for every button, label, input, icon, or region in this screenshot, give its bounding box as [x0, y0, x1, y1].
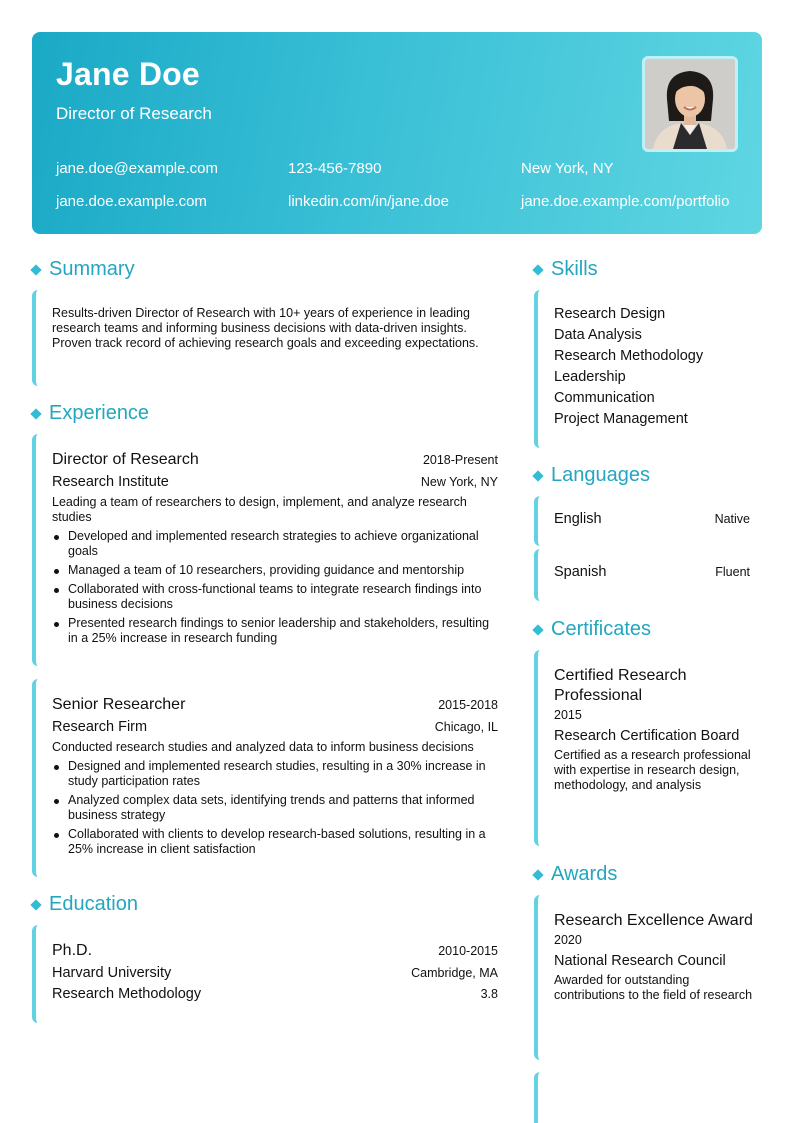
education-school: Harvard University — [52, 965, 172, 981]
summary-text: Results-driven Director of Research with 10+ years of experience in leading research teams and informing business decisions with data-driven insights. Proven track record of achieving research goals and exceeding expectations. — [52, 306, 479, 350]
job-role: Senior Researcher — [52, 696, 186, 713]
skill-item: Research Design — [554, 306, 666, 322]
diamond-icon — [532, 869, 543, 880]
job-role: Director of Research — [52, 451, 199, 468]
list-item: Designed and implemented research studies, resulting in a 30% increase in study participation rates — [52, 759, 498, 789]
award-item — [534, 895, 762, 1060]
certificate-issuer: Research Certification Board — [554, 728, 740, 744]
certificates-heading-text: Certificates — [551, 618, 652, 640]
experience-item — [32, 679, 502, 877]
skill-item: Communication — [554, 390, 655, 406]
contact-phone[interactable]: 123-456-7890 — [288, 160, 382, 177]
skills-heading — [534, 258, 598, 281]
list-item: Analyzed complex data sets, identifying trends and patterns that informed business strategy — [52, 793, 498, 823]
language-name: Spanish — [554, 564, 607, 580]
certificates-heading — [534, 618, 651, 641]
list-item: Developed and implemented research strategies to achieve organizational goals — [52, 529, 498, 559]
job-company: Research Institute — [52, 474, 169, 490]
award-description: Awarded for outstanding contributions to the field of research — [554, 973, 753, 1002]
job-location: New York, NY — [420, 475, 498, 489]
person-portrait-icon — [645, 59, 735, 149]
summary-block — [32, 290, 502, 386]
list-item: Managed a team of 10 researchers, providing guidance and mentorship — [52, 563, 498, 578]
summary-heading — [32, 258, 135, 281]
language-level: Fluent — [715, 565, 750, 579]
skill-item: Data Analysis — [554, 327, 642, 343]
education-item — [32, 925, 502, 1023]
award-issuer: National Research Council — [554, 953, 726, 969]
list-item: Presented research findings to senior leadership and stakeholders, resulting in a 25% increase in research funding — [52, 616, 498, 646]
education-degree: Ph.D. — [52, 942, 93, 959]
language-item — [534, 496, 762, 546]
certificate-year: 2015 — [554, 708, 582, 722]
award-year: 2020 — [554, 933, 582, 947]
diamond-icon — [30, 408, 41, 419]
candidate-title: Director of Research — [56, 104, 212, 123]
language-name: English — [554, 511, 602, 527]
experience-item — [32, 434, 502, 666]
language-level: Native — [714, 512, 750, 526]
education-dates: 2010-2015 — [438, 944, 498, 958]
skills-heading-text: Skills — [551, 258, 598, 280]
job-company: Research Firm — [52, 719, 148, 735]
diamond-icon — [532, 470, 543, 481]
skill-item: Research Methodology — [554, 348, 704, 364]
job-description: Leading a team of researchers to design, implement, and analyze research studies — [52, 495, 467, 524]
job-achievements — [52, 529, 498, 650]
certificate-title: Certified Research Professional — [554, 667, 687, 704]
languages-heading-text: Languages — [551, 464, 650, 486]
education-heading-text: Education — [49, 893, 138, 915]
skill-item: Project Management — [554, 411, 688, 427]
candidate-name: Jane Doe — [56, 56, 200, 92]
language-item — [534, 549, 762, 601]
resume-header — [32, 32, 762, 234]
list-item: Collaborated with cross-functional teams to integrate research findings into business decisions — [52, 582, 498, 612]
job-dates: 2015-2018 — [438, 698, 498, 712]
certificate-description: Certified as a research professional with expertise in research design, methodology, and analysis — [554, 748, 751, 792]
experience-heading-text: Experience — [49, 402, 150, 424]
job-location: Chicago, IL — [434, 720, 498, 734]
contact-email[interactable]: jane.doe@example.com — [56, 160, 218, 177]
diamond-icon — [30, 264, 41, 275]
contact-website[interactable]: jane.doe.example.com — [56, 193, 207, 210]
education-field: Research Methodology — [52, 986, 202, 1002]
awards-heading — [534, 863, 617, 886]
job-achievements — [52, 759, 498, 861]
certificate-item — [534, 650, 762, 846]
languages-heading — [534, 464, 650, 487]
diamond-icon — [532, 264, 543, 275]
skill-item: Leadership — [554, 369, 626, 385]
education-heading — [32, 893, 138, 916]
contact-linkedin[interactable]: linkedin.com/in/jane.doe — [288, 193, 449, 210]
job-dates: 2018-Present — [422, 453, 498, 467]
contact-location: New York, NY — [521, 160, 614, 177]
profile-photo — [642, 56, 738, 152]
award-title: Research Excellence Award — [554, 912, 753, 929]
awards-heading-text: Awards — [551, 863, 618, 885]
contact-portfolio[interactable]: jane.doe.example.com/portfolio — [521, 193, 730, 210]
skills-block — [534, 290, 762, 448]
education-location: Cambridge, MA — [411, 966, 498, 980]
summary-heading-text: Summary — [49, 258, 135, 280]
diamond-icon — [30, 899, 41, 910]
list-item: Collaborated with clients to develop research-based solutions, resulting in a 25% increase in client satisfaction — [52, 827, 498, 857]
experience-heading — [32, 402, 149, 425]
diamond-icon — [532, 624, 543, 635]
job-description: Conducted research studies and analyzed data to inform business decisions — [52, 740, 474, 754]
education-gpa: 3.8 — [480, 987, 498, 1001]
award-item-continued — [534, 1072, 762, 1123]
